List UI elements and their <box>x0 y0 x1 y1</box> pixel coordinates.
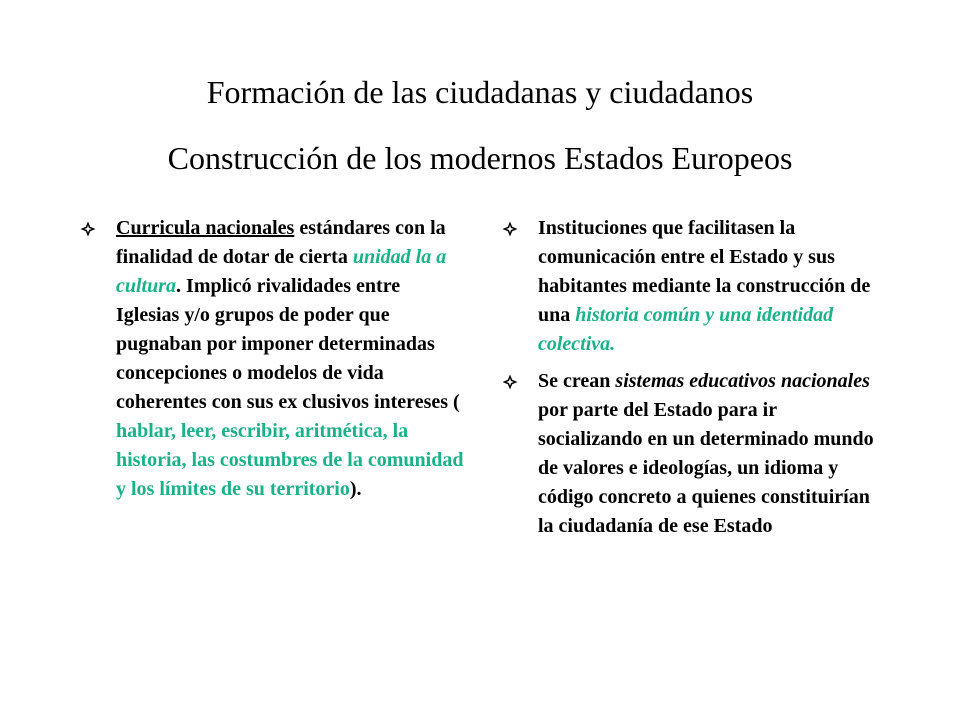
curricula-text-3: ). <box>349 478 362 500</box>
right-bullet-item-sistemas <box>502 367 874 541</box>
right-bullet-item-instituciones <box>502 214 874 359</box>
curricula-lead-text: Curricula nacionales <box>116 217 295 239</box>
slide-title-line-1: Formación de las ciudadanas y ciudadanos <box>206 74 754 110</box>
curricula-highlight-cultura: unidad la a cultura <box>116 246 447 297</box>
curricula-text-2: . Implicó rivalidades entre Iglesias y/o grupos de poder que pugnaban por imponer determinadas concepciones o modelos de vida coherentes con sus ex clusivos intereses ( <box>116 275 460 413</box>
four-petal-diamond-icon <box>502 221 518 237</box>
sistemas-text-1: Se crean <box>538 370 616 392</box>
left-column <box>80 214 468 512</box>
instituciones-text-1: Instituciones que facilitasen la comunicación entre el Estado y sus habitantes mediante la construcción de una <box>538 217 871 326</box>
four-petal-diamond-icon <box>80 221 96 237</box>
slide-title-line-2: Construcción de los modernos Estados Europeos <box>167 140 793 176</box>
curricula-highlight-subjects: hablar, leer, escribir, aritmética, la historia, las costumbres de la comunidad y los límites de su territorio <box>116 420 464 500</box>
right-column <box>502 214 874 549</box>
four-petal-diamond-icon <box>502 374 518 390</box>
left-bullet-item-curricula <box>80 214 468 504</box>
sistemas-emphasis: sistemas educativos nacionales <box>615 370 870 392</box>
curricula-text-1: estándares con la finalidad de dotar de cierta <box>116 217 446 268</box>
sistemas-text-2: por parte del Estado para ir socializando en un determinado mundo de valores e ideologías, un idioma y código concreto a quienes constituirían la ciudadanía de ese Estado <box>538 399 874 537</box>
instituciones-highlight-historia: historia común y una identidad colectiva. <box>538 304 834 355</box>
